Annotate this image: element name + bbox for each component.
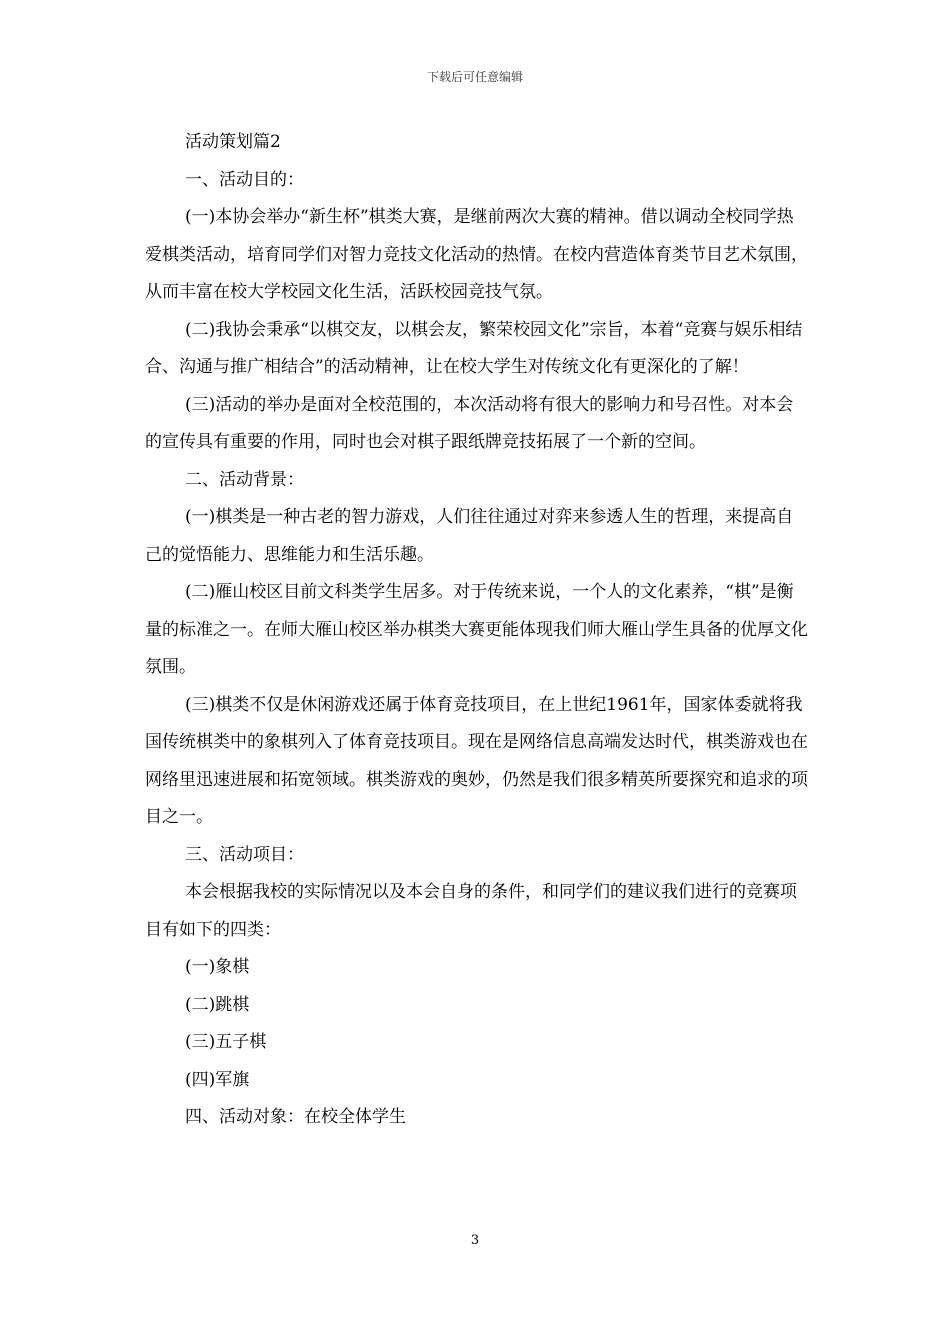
heading-purpose: 一、活动目的： (185, 169, 304, 190)
page-header: 下载后可任意编辑 (426, 70, 523, 84)
paragraph: (三)活动的举办是面对全校范围的，本次活动将有很大的影响力和号召性。对本会的宣传具有重要的作用，同时也会对棋子跟纸牌竞技拓展了一个新的空间。 (145, 394, 794, 452)
list-item: (一)象棋 (185, 957, 250, 977)
list-item: (二)跳棋 (185, 994, 250, 1015)
page-number: 3 (470, 1233, 480, 1248)
paragraph: (二)我协会秉承“以棋交友，以棋会友，繁荣校园文化”宗旨，本着“竞赛与娱乐相结合、沟通与推广相结合”的活动精神，让在校大学生对传统文化有更深化的了解！ (145, 319, 803, 377)
paragraph: (一)本协会举办“新生杯”棋类大赛，是继前两次大赛的精神。借以调动全校同学热爱棋类活动，培育同学们对智力竞技文化活动的热情。在校内营造体育类节目艺术氛围，从而丰富在校大学校园文化生活，活跃校园竞技气氛。 (145, 207, 808, 302)
paragraph: (二)雁山校区目前文科类学生居多。对于传统来说，一个人的文化素养，“棋”是衡量的标准之一。在师大雁山校区举办棋类大赛更能体现我们师大雁山学生具备的优厚文化氛围。 (145, 582, 808, 677)
list-item: (四)军旗 (185, 1069, 250, 1090)
heading-items: 三、活动项目： (185, 844, 304, 865)
section-title: 活动策划篇2 (185, 132, 281, 152)
heading-background: 二、活动背景： (185, 469, 304, 490)
paragraph: 本会根据我校的实际情况以及本会自身的条件，和同学们的建议我们进行的竞赛项目有如下的四类： (145, 882, 797, 940)
paragraph: (三)棋类不仅是休闲游戏还属于体育竞技项目，在上世纪1961年，国家体委就将我国传统棋类中的象棋列入了体育竞技项目。现在是网络信息高端发达时代，棋类游戏也在网络里迅速进展和拓宽领域。棋类游戏的奥妙，仍然是我们很多精英所要探究和追求的项目之一。 (145, 694, 808, 827)
heading-audience: 四、活动对象：在校全体学生 (185, 1107, 406, 1127)
paragraph: (一)棋类是一种古老的智力游戏，人们往往通过对弈来参透人生的哲理，来提高自己的觉悟能力、思维能力和生活乐趣。 (145, 507, 794, 565)
document-body (145, 124, 810, 1137)
list-item: (三)五子棋 (185, 1032, 267, 1052)
